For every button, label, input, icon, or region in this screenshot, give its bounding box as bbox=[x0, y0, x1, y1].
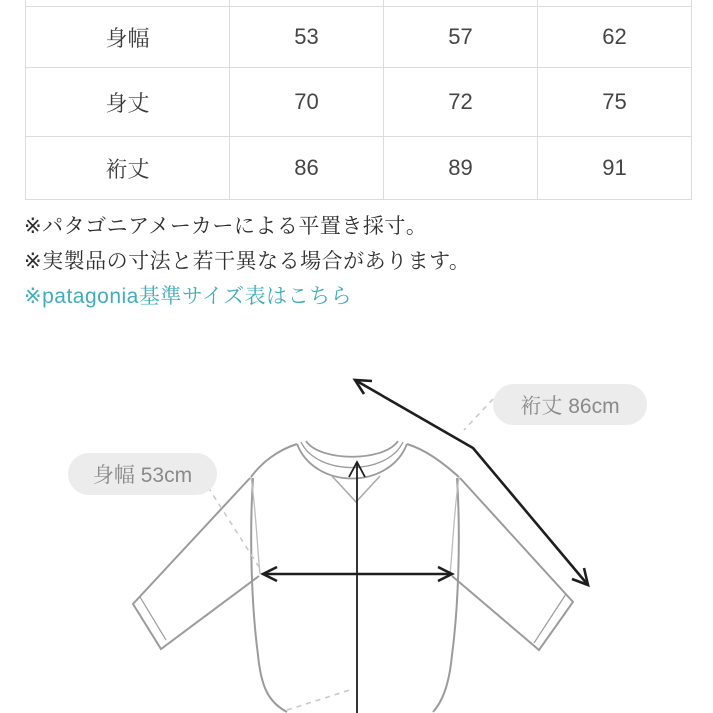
collar-opening bbox=[306, 441, 398, 457]
sleeve-length-label: 裄丈 86cm bbox=[493, 384, 647, 425]
body-left-side bbox=[251, 478, 287, 712]
row-header-sleeve-length: 裄丈 bbox=[26, 137, 230, 200]
collar-band-mid bbox=[301, 442, 403, 468]
row-header-body-width: 身幅 bbox=[26, 7, 230, 68]
table-cell: 53 bbox=[230, 7, 384, 68]
shoulder-left bbox=[251, 444, 297, 477]
collar-band-outer bbox=[297, 444, 407, 479]
table-cell: 70 bbox=[230, 68, 384, 137]
shoulder-right bbox=[407, 444, 459, 477]
table-cell: 89 bbox=[384, 137, 538, 200]
table-cell: 72 bbox=[384, 68, 538, 137]
left-sleeve-outline bbox=[133, 478, 259, 649]
row-header-body-length: 身丈 bbox=[26, 68, 230, 137]
sleeve-label-connector bbox=[464, 399, 493, 430]
table-cell: 62 bbox=[538, 7, 692, 68]
table-cell: 57 bbox=[384, 7, 538, 68]
collar-v-notch bbox=[332, 476, 380, 502]
length-label-connector bbox=[287, 689, 353, 710]
link-patagonia-size-chart[interactable]: ※patagonia基準サイズ表はこちら bbox=[24, 285, 353, 308]
right-sleeve-outline bbox=[452, 478, 573, 650]
table-cell: 86 bbox=[230, 137, 384, 200]
table-cell: 75 bbox=[538, 68, 692, 137]
note-disclaimer: ※実製品の寸法と若干異なる場合があります。 bbox=[24, 250, 471, 273]
table-cell: 91 bbox=[538, 137, 692, 200]
body-width-label: 身幅 53cm bbox=[68, 453, 217, 495]
note-measurement-method: ※パタゴニアメーカーによる平置き採寸。 bbox=[24, 215, 428, 238]
left-cuff-line bbox=[140, 597, 166, 640]
